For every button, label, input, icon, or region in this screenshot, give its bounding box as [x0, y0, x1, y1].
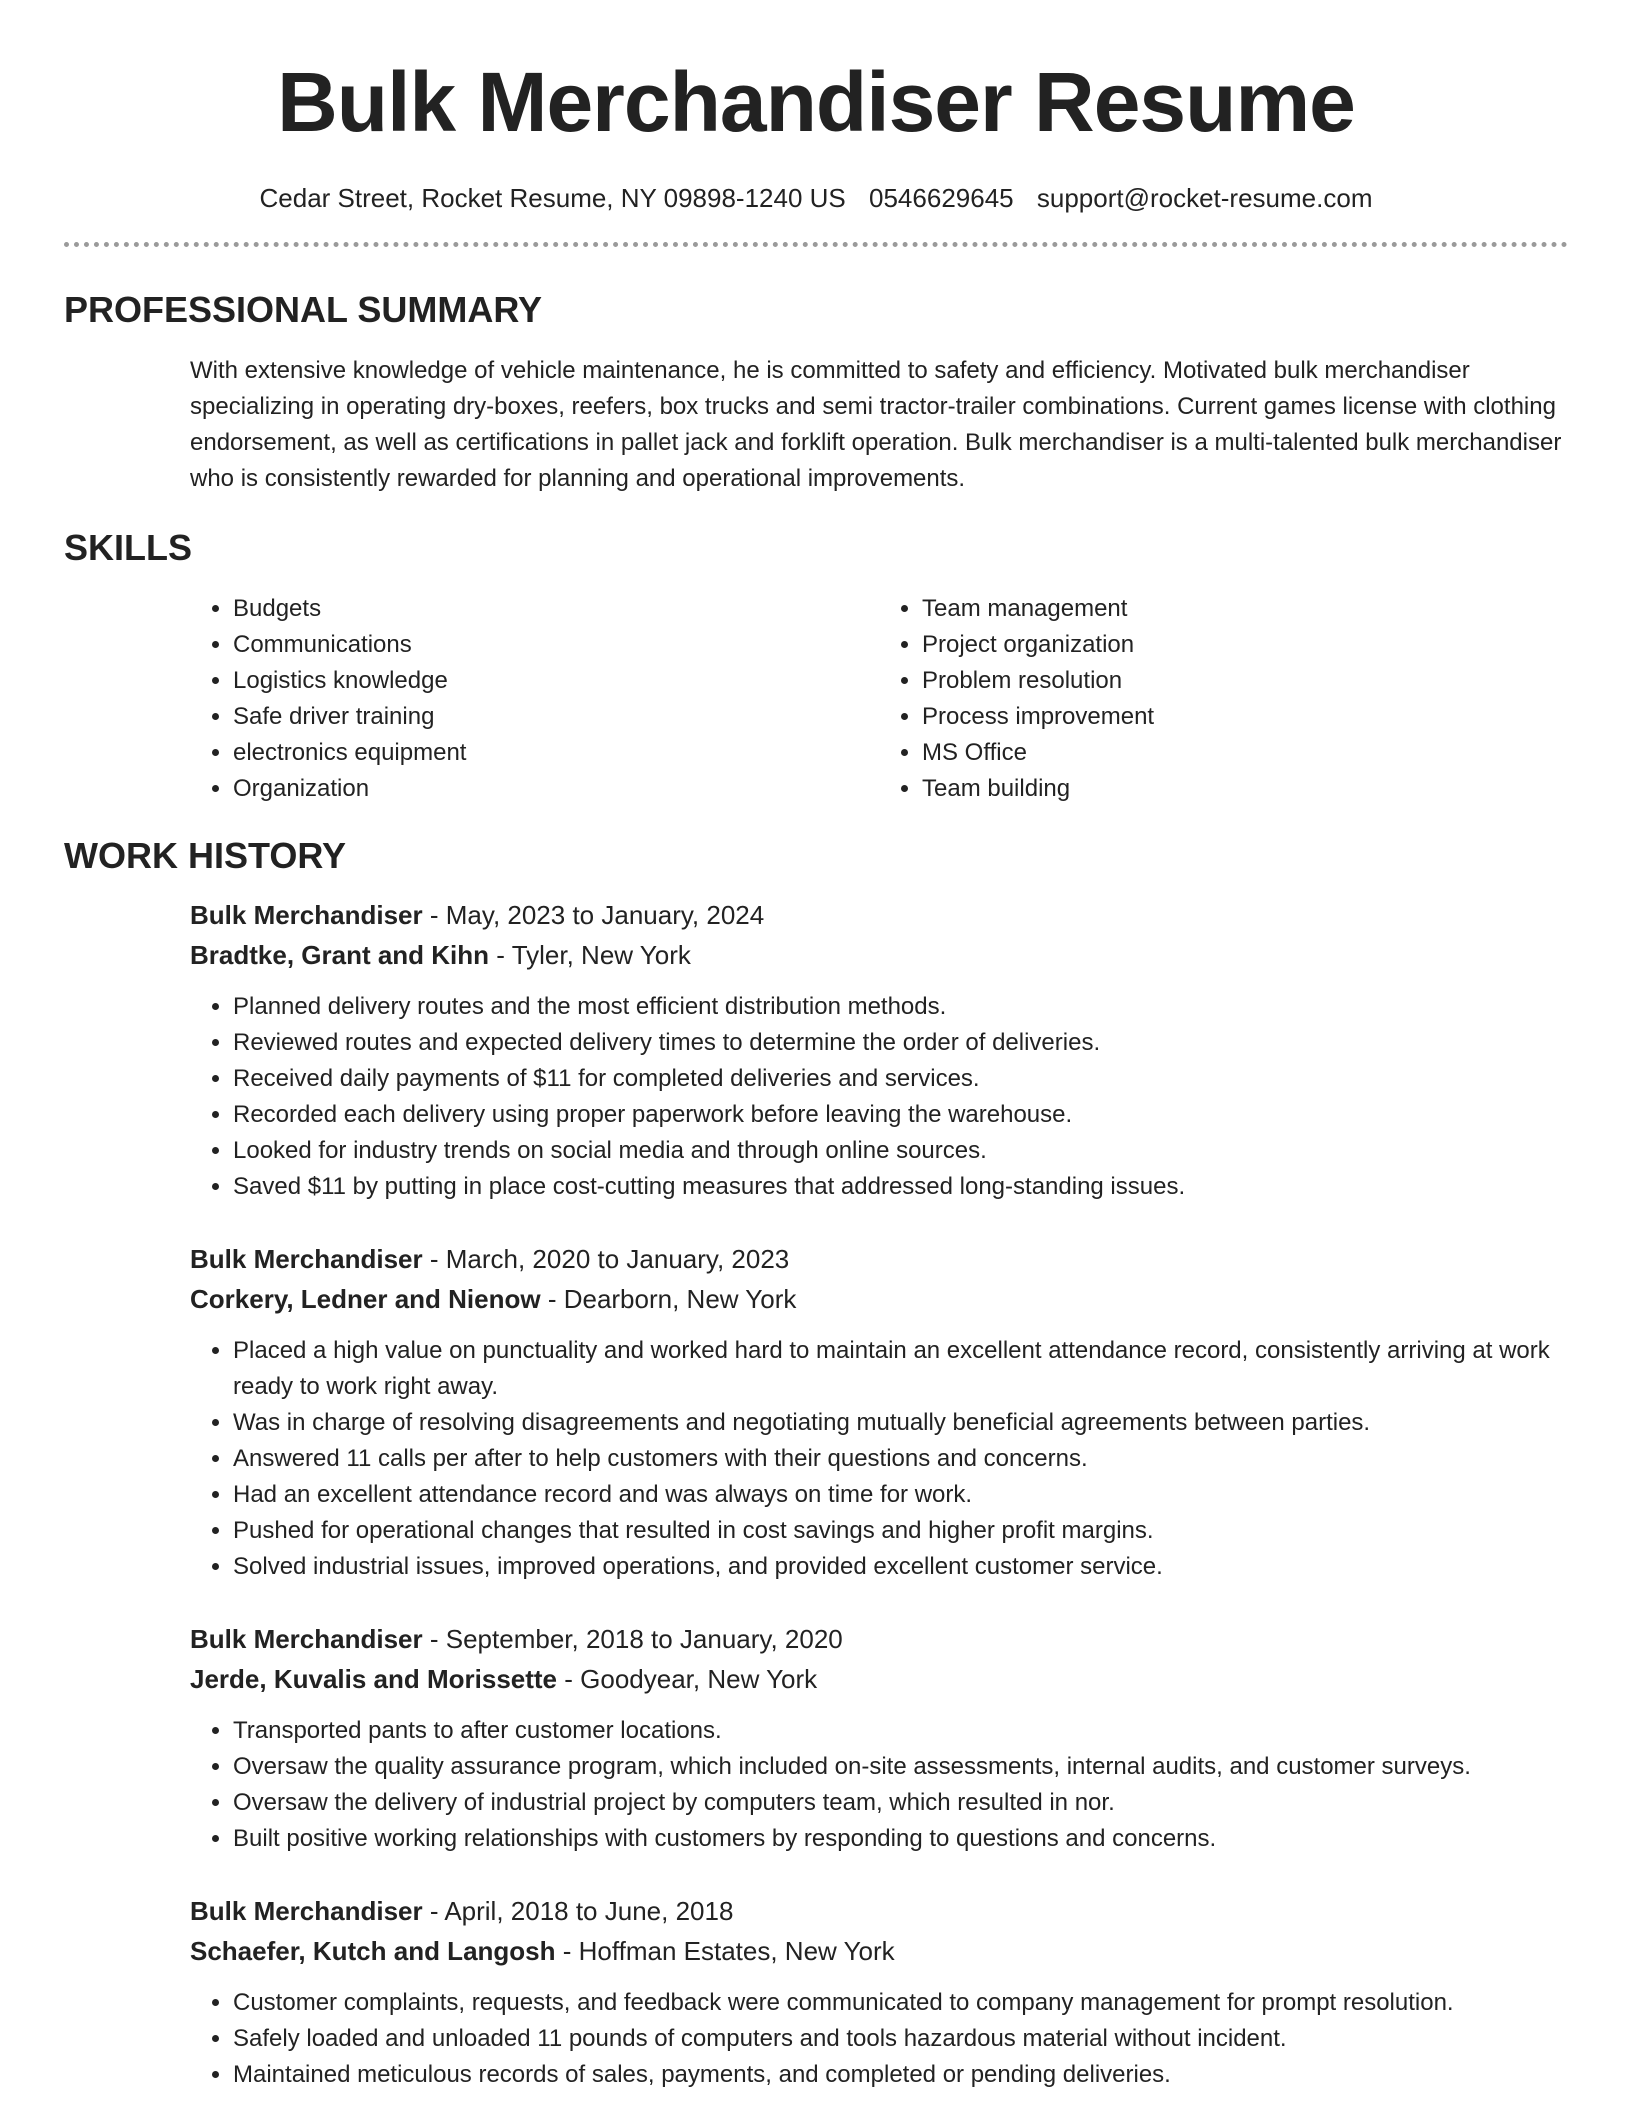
skill-item: • Process improvement — [922, 699, 1568, 735]
duty-item: • Solved industrial issues, improved operations, and provided excellent customer service. — [233, 1549, 1568, 1585]
summary-section — [64, 353, 1568, 497]
skill-item: • Safe driver training — [233, 699, 879, 735]
skill-item: • Project organization — [922, 627, 1568, 663]
job-company-line — [190, 1659, 1568, 1699]
job-entry — [190, 1239, 1568, 1585]
skills-heading: SKILLS — [64, 527, 193, 568]
job-duties — [190, 1333, 1568, 1585]
job-separator: - — [422, 1624, 446, 1654]
job-company-line — [190, 935, 1568, 975]
duty-item: • Built positive working relationships with customers by responding to questions and concerns. — [233, 1821, 1568, 1857]
job-company-line — [190, 1279, 1568, 1319]
duty-item: • Placed a high value on punctuality and worked hard to maintain an excellent attendance record, consistently arriving at work ready to work right away. — [233, 1333, 1568, 1405]
job-title: Bulk Merchandiser — [190, 900, 423, 930]
skill-item: • MS Office — [922, 735, 1568, 771]
skills-section — [64, 591, 1568, 807]
job-title: Bulk Merchandiser — [190, 1896, 423, 1926]
duty-item: • Was in charge of resolving disagreements and negotiating mutually beneficial agreements between parties. — [233, 1405, 1568, 1441]
job-title: Bulk Merchandiser — [190, 1624, 423, 1654]
duty-item: • Transported pants to after customer locations. — [233, 1713, 1568, 1749]
duty-item: • Answered 11 calls per after to help customers with their questions and concerns. — [233, 1441, 1568, 1477]
duty-item: • Planned delivery routes and the most efficient distribution methods. — [233, 989, 1568, 1025]
duty-item: • Recorded each delivery using proper paperwork before leaving the warehouse. — [233, 1097, 1568, 1133]
job-separator: - — [422, 1244, 446, 1274]
job-separator: - — [422, 1896, 445, 1926]
duty-item: • Received daily payments of $11 for completed deliveries and services. — [233, 1061, 1568, 1097]
job-location: Tyler, New York — [511, 940, 691, 970]
skill-item: • Communications — [233, 627, 879, 663]
duty-item: • Oversaw the delivery of industrial project by computers team, which resulted in nor. — [233, 1785, 1568, 1821]
skill-item: • Organization — [233, 771, 879, 807]
work-history-heading: WORK HISTORY — [64, 835, 347, 876]
job-title: Bulk Merchandiser — [190, 1244, 423, 1274]
job-location: Dearborn, New York — [563, 1284, 797, 1314]
skill-item: • Team management — [922, 591, 1568, 627]
job-location: Goodyear, New York — [580, 1664, 818, 1694]
job-company: Schaefer, Kutch and Langosh — [190, 1936, 556, 1966]
duty-item: • Looked for industry trends on social media and through online sources. — [233, 1133, 1568, 1169]
job-duties — [190, 989, 1568, 1205]
skills-column-right — [879, 591, 1568, 807]
job-dates: September, 2018 to January, 2020 — [445, 1624, 843, 1654]
summary-heading: PROFESSIONAL SUMMARY — [64, 289, 543, 330]
resume-title: Bulk Merchandiser Resume — [277, 55, 1355, 149]
skill-item: • Logistics knowledge — [233, 663, 879, 699]
job-entry — [190, 1619, 1568, 1857]
job-duties — [190, 1985, 1568, 2093]
job-duties — [190, 1713, 1568, 1857]
job-entry — [190, 895, 1568, 1205]
skill-item: • Team building — [922, 771, 1568, 807]
duty-item: • Maintained meticulous records of sales, payments, and completed or pending deliveries. — [233, 2057, 1568, 2093]
skill-item: • Budgets — [233, 591, 879, 627]
job-separator: - — [557, 1664, 581, 1694]
duty-item: • Pushed for operational changes that resulted in cost savings and higher profit margins. — [233, 1513, 1568, 1549]
contact-address: Cedar Street, Rocket Resume, NY 09898-1240 US — [259, 183, 846, 213]
contact-phone: 0546629645 — [869, 183, 1014, 213]
job-company: Bradtke, Grant and Kihn — [190, 940, 490, 970]
job-title-line — [190, 1239, 1568, 1279]
job-separator: - — [540, 1284, 564, 1314]
duty-item: • Reviewed routes and expected delivery times to determine the order of deliveries. — [233, 1025, 1568, 1061]
job-separator: - — [489, 940, 512, 970]
skills-column-left — [190, 591, 879, 807]
job-separator: - — [422, 900, 446, 930]
duty-item: • Customer complaints, requests, and feedback were communicated to company management for prompt resolution. — [233, 1985, 1568, 2021]
duty-item: • Saved $11 by putting in place cost-cutting measures that addressed long-standing issues. — [233, 1169, 1568, 1205]
job-company-line — [190, 1931, 1568, 1971]
header-divider — [64, 242, 1568, 247]
job-title-line — [190, 1619, 1568, 1659]
duty-item: • Safely loaded and unloaded 11 pounds of computers and tools hazardous material without incident. — [233, 2021, 1568, 2057]
contact-email: support@rocket-resume.com — [1036, 183, 1373, 213]
job-company: Corkery, Ledner and Nienow — [190, 1284, 541, 1314]
duty-item: • Had an excellent attendance record and was always on time for work. — [233, 1477, 1568, 1513]
job-title-line — [190, 895, 1568, 935]
job-dates: March, 2020 to January, 2023 — [445, 1244, 790, 1274]
contact-info — [64, 180, 1568, 216]
work-history-section — [64, 895, 1568, 2093]
job-dates: April, 2018 to June, 2018 — [444, 1896, 734, 1926]
skill-item: • Problem resolution — [922, 663, 1568, 699]
job-separator: - — [555, 1936, 579, 1966]
job-company: Jerde, Kuvalis and Morissette — [190, 1664, 558, 1694]
summary-text: With extensive knowledge of vehicle maintenance, he is committed to safety and efficiency. Motivated bulk merchandiser specializing in operating dry-boxes, reefers, box trucks and semi tractor-trailer combinations. Current games license with clothing endorsement, as well as certifications in pallet jack and forklift operation. Bulk merchandiser is a multi-talented bulk merchandiser who is consistently rewarded for planning and operational improvements. — [190, 357, 1562, 492]
duty-item: • Oversaw the quality assurance program, which included on-site assessments, internal audits, and customer surveys. — [233, 1749, 1568, 1785]
job-dates: May, 2023 to January, 2024 — [445, 900, 765, 930]
job-entry — [190, 1891, 1568, 2093]
skill-item: • electronics equipment — [233, 735, 879, 771]
skills-grid — [190, 591, 1568, 807]
job-location: Hoffman Estates, New York — [578, 1936, 895, 1966]
job-title-line — [190, 1891, 1568, 1931]
